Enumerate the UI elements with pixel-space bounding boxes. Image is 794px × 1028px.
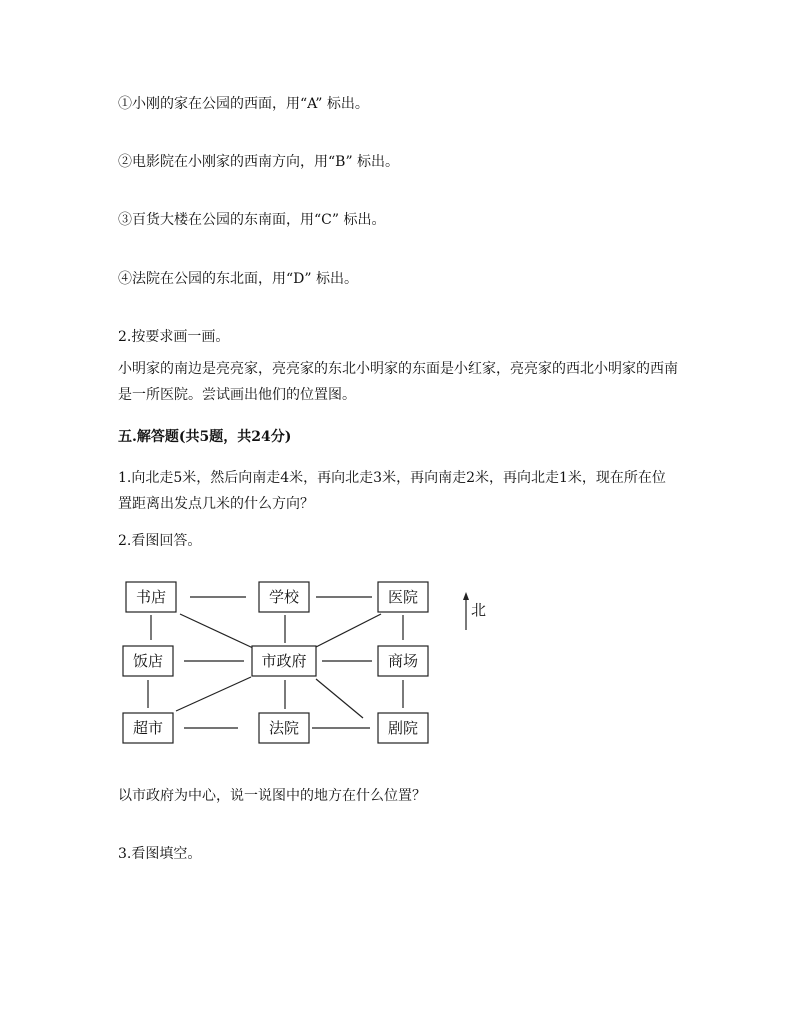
- location-diagram: [0, 570, 794, 750]
- node-cityhall: [252, 646, 316, 676]
- node-school: [259, 582, 309, 612]
- node-mall: [378, 646, 428, 676]
- item-2: ②电影院在小刚家的西南方向，用“B” 标出。: [118, 154, 400, 170]
- node-theater-label: 剧院: [387, 719, 419, 737]
- edge-hospital-cityhall: [316, 614, 381, 647]
- question-2-text: 小明家的南边是亮亮家，亮亮家的东北小明家的东面是小红家，亮亮家的西北小明家的西南是一所医院。尝试画出他们的位置图。: [118, 361, 678, 403]
- solve-3-title: 3.看图填空。: [118, 846, 202, 862]
- node-court: [259, 713, 309, 743]
- item-1: ①小刚的家在公园的西面，用“A” 标出。: [118, 96, 369, 112]
- solve-1-text: 1.向北走5米，然后向南走4米，再向北走3米，再向南走2米，再向北走1米，现在所在位置距离出发点几米的什么方向？: [118, 470, 666, 512]
- node-court-label: 法院: [268, 719, 300, 737]
- node-restaurant-label: 饭店: [132, 652, 164, 670]
- solve-2-question: 以市政府为中心，说一说图中的地方在什么位置？: [118, 788, 426, 804]
- node-mall-label: 商场: [387, 652, 419, 670]
- solve-2-title: 2.看图回答。: [118, 533, 202, 549]
- node-hospital: [378, 582, 428, 612]
- north-label: 北: [471, 601, 487, 619]
- edge-theater-cityhall: [316, 679, 363, 718]
- node-school-label: 学校: [268, 588, 300, 606]
- node-bookstore: [126, 582, 176, 612]
- item-4: ④法院在公园的东北面，用“D” 标出。: [118, 271, 358, 287]
- node-bookstore-label: 书店: [135, 588, 167, 606]
- edge-supermarket-cityhall: [176, 677, 251, 711]
- item-3: ③百货大楼在公园的东南面，用“C” 标出。: [118, 212, 386, 228]
- north-arrow-icon: [463, 592, 469, 630]
- node-cityhall-label: 市政府: [261, 652, 307, 670]
- node-supermarket-label: 超市: [132, 719, 164, 737]
- node-hospital-label: 医院: [387, 588, 419, 606]
- node-supermarket: [123, 713, 173, 743]
- node-restaurant: [123, 646, 173, 676]
- node-theater: [378, 713, 428, 743]
- edge-bookstore-cityhall: [180, 614, 253, 648]
- section-title: 五.解答题(共5题，共24分): [118, 429, 292, 445]
- question-2-title: 2.按要求画一画。: [118, 329, 230, 345]
